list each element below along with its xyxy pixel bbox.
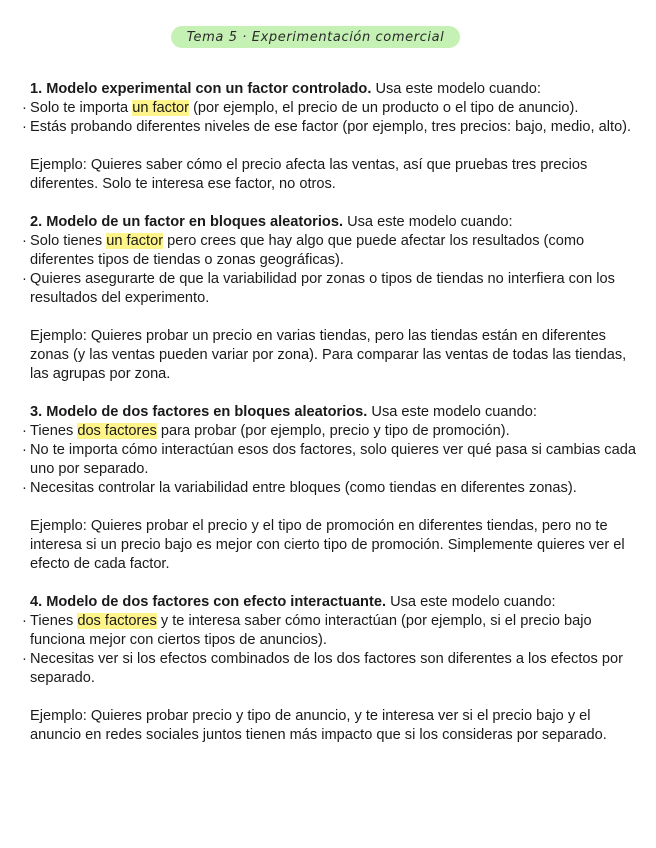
page-title: Tema 5 · Experimentación comercial [186,29,445,45]
bullet-text: (por ejemplo, el precio de un producto o el tipo de anuncio). [189,100,579,116]
example-text: Ejemplo: Quieres probar un precio en varias tiendas, pero las tiendas están en diferentes zonas (y las ventas pueden variar por zona). Para comparar las ventas de todas las tiendas, las agrupas por zona. [30,328,627,382]
bullet-text: Necesitas controlar la variabilidad entre bloques (como tiendas en diferentes zonas). [30,480,577,496]
bullet-text: pero crees que hay algo que puede afectar los resultados (como diferentes tipos de tiendas o zonas geográficas). [30,233,585,268]
highlighted-term: un factor [132,100,190,116]
section-heading [22,80,636,99]
section-heading-bold: 1. Modelo experimental con un factor controlado. [30,81,372,97]
section-heading-rest: Usa este modelo cuando: [386,594,556,610]
bullet-item [22,650,636,688]
bullet-text: Tienes [30,613,78,629]
example-text: Ejemplo: Quieres probar el precio y el tipo de promoción en diferentes tiendas, pero no te interesa si un precio bajo es mejor con cierto tipo de promoción. Simplemente quieres ver el efecto de cada factor. [30,518,625,572]
bullet-item [22,422,636,441]
bullet-item [22,118,636,137]
bullet-item [22,270,636,308]
bullet-item [22,232,636,270]
highlighted-term: dos factores [77,613,157,629]
bullet-text: Quieres asegurarte de que la variabilidad por zonas o tipos de tiendas no interfiera con los resultados del experimento. [30,271,615,306]
section-heading [22,403,636,422]
section-heading-rest: Usa este modelo cuando: [343,214,513,230]
example-text: Ejemplo: Quieres probar precio y tipo de anuncio, y te interesa ver si el precio bajo y el anuncio en redes sociales juntos tienen más impacto que si los consideras por separado. [30,708,607,743]
bullet-item [22,479,636,498]
example-text: Ejemplo: Quieres saber cómo el precio afecta las ventas, así que pruebas tres precios diferentes. Solo te interesa ese factor, no otros. [30,157,588,192]
bullet-text: Estás probando diferentes niveles de ese factor (por ejemplo, tres precios: bajo, medio, alto). [30,119,632,135]
section-3 [22,403,636,574]
section-heading-rest: Usa este modelo cuando: [371,81,541,97]
section-heading [22,593,636,612]
bullet-item [22,99,636,118]
bullet-item [22,612,636,650]
section-2 [22,213,636,384]
bullet-text: para probar (por ejemplo, precio y tipo de promoción). [156,423,510,439]
section-heading-bold: 4. Modelo de dos factores con efecto interactuante. [30,594,387,610]
page-title-highlight [171,26,460,48]
highlighted-term: dos factores [77,423,157,439]
bullet-text: y te interesa saber cómo interactúan (por ejemplo, si el precio bajo funciona mejor con ciertos tipos de anuncios). [30,613,592,648]
section-heading-bold: 3. Modelo de dos factores en bloques aleatorios. [30,404,368,420]
section-heading [22,213,636,232]
bullet-text: Necesitas ver si los efectos combinados de los dos factores son diferentes a los efectos por separado. [30,651,623,686]
bullet-text: No te importa cómo interactúan esos dos factores, solo quieres ver qué pasa si cambias cada uno por separado. [30,442,636,477]
bullet-item [22,441,636,479]
section-4 [22,593,636,745]
document-body [22,80,636,764]
section-heading-bold: 2. Modelo de un factor en bloques aleatorios. [30,214,344,230]
section-heading-rest: Usa este modelo cuando: [367,404,537,420]
bullet-text: Tienes [30,423,78,439]
bullet-text: Solo te importa [30,100,133,116]
bullet-text: Solo tienes [30,233,107,249]
highlighted-term: un factor [106,233,164,249]
section-1 [22,80,636,194]
